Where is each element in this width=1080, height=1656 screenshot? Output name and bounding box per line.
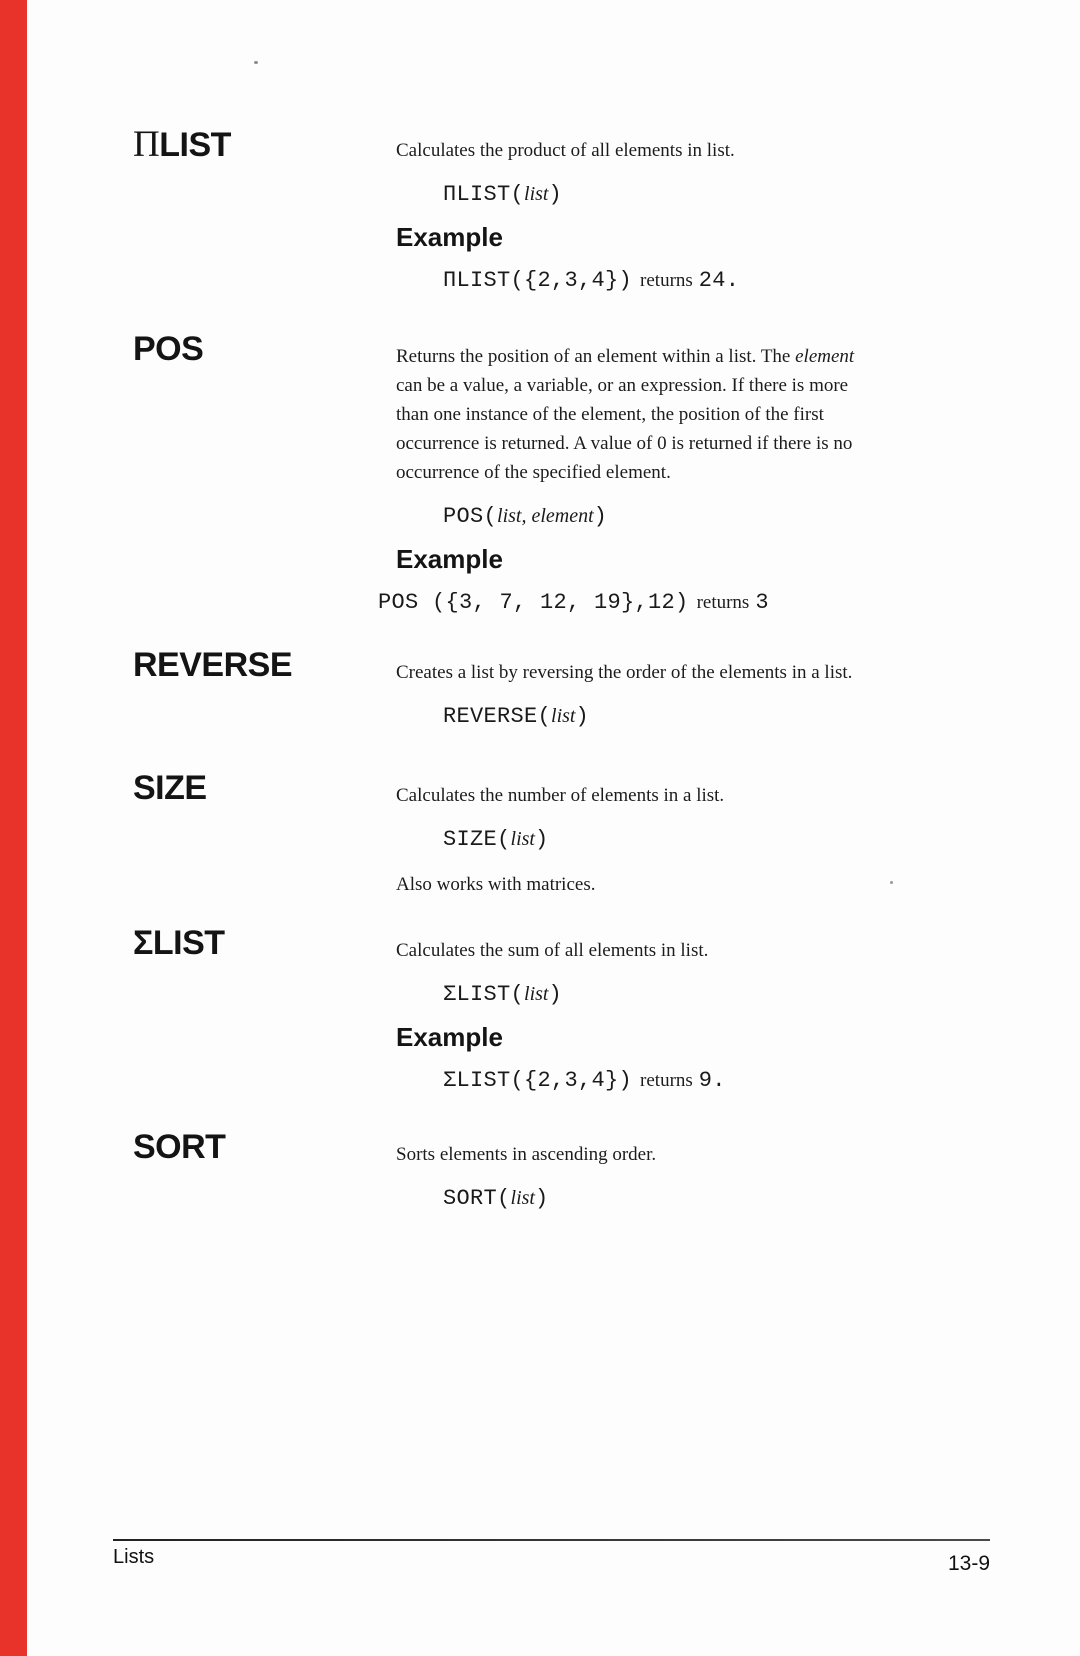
footer-page-number: 13-9 — [947, 1552, 990, 1575]
pi-symbol: Π — [133, 124, 160, 165]
section-heading-size — [133, 771, 207, 805]
example-heading: Example — [396, 222, 503, 252]
description-italic-term: element — [795, 346, 855, 367]
description-text: can be a value, a variable, or an expression. If there is more — [396, 375, 849, 396]
red-edge-stripe — [0, 0, 27, 1656]
example-code: ΣLIST({2,3,4}) — [443, 1068, 633, 1093]
syntax-arg: element — [531, 505, 594, 527]
syntax-fn: ΠLIST( — [443, 182, 525, 207]
section-description: Calculates the sum of all elements in list. — [396, 940, 709, 961]
example-result: 3 — [755, 590, 769, 615]
syntax-close: ) — [575, 704, 589, 729]
section-description: Calculates the number of elements in a list. — [396, 785, 725, 806]
section-heading-reverse — [133, 648, 292, 682]
section-description — [396, 342, 1016, 487]
section-description: Calculates the product of all elements in list. — [396, 140, 735, 161]
example-returns-text: returns — [640, 270, 693, 291]
syntax-close: ) — [548, 982, 562, 1007]
syntax-line — [443, 1184, 1016, 1214]
syntax-close: ) — [548, 182, 562, 207]
description-text: occurrence of the specified element. — [396, 462, 671, 483]
syntax-arg: list — [524, 183, 549, 205]
section-description: Sorts elements in ascending order. — [396, 1144, 657, 1165]
syntax-arg: list — [510, 828, 535, 850]
syntax-fn: SIZE( — [443, 827, 511, 852]
example-code: ΠLIST({2,3,4}) — [443, 268, 633, 293]
section-heading-label: SIZE — [133, 769, 207, 807]
syntax-fn: REVERSE( — [443, 704, 552, 729]
description-text: occurrence is returned. A value of 0 is returned if there is no — [396, 433, 853, 454]
footer-section-label: Lists — [113, 1546, 155, 1568]
syntax-fn: POS( — [443, 504, 498, 529]
example-heading: Example — [396, 544, 503, 574]
example-result: 24. — [698, 268, 740, 293]
syntax-arg: list — [510, 1187, 535, 1209]
example-code: POS ({3, 7, 12, 19},12) — [378, 590, 689, 615]
syntax-line — [443, 180, 1016, 210]
syntax-separator: , — [521, 505, 532, 527]
syntax-line — [443, 702, 1016, 732]
syntax-fn: ΣLIST( — [443, 982, 525, 1007]
scan-speck — [254, 61, 258, 64]
section-heading-pilist — [133, 126, 231, 163]
section-note: Also works with matrices. — [396, 874, 596, 895]
example-line — [443, 1066, 1016, 1096]
syntax-fn: SORT( — [443, 1186, 511, 1211]
example-result: 9. — [698, 1068, 726, 1093]
syntax-close: ) — [593, 504, 608, 529]
example-returns-text: returns — [696, 592, 750, 613]
sigma-symbol: Σ — [133, 924, 153, 962]
description-text: Returns the position of an element within a list. The — [396, 346, 796, 367]
syntax-arg: list — [524, 983, 549, 1005]
example-heading: Example — [396, 1022, 503, 1052]
example-returns-text: returns — [640, 1070, 693, 1091]
section-heading-sort — [133, 1130, 225, 1164]
section-description: Creates a list by reversing the order of the elements in a list. — [396, 662, 853, 683]
syntax-line — [443, 502, 1016, 532]
syntax-close: ) — [534, 1186, 549, 1211]
example-line — [443, 266, 1016, 296]
syntax-arg: list — [551, 705, 576, 727]
section-heading-label: SORT — [133, 1128, 226, 1166]
section-heading-sigmalist — [133, 926, 225, 960]
syntax-arg: list — [497, 505, 522, 527]
section-heading-label: LIST — [159, 126, 231, 164]
syntax-line — [443, 825, 1016, 855]
description-text: than one instance of the element, the position of the first — [396, 404, 824, 425]
example-line — [378, 588, 1016, 618]
syntax-line — [443, 980, 1016, 1010]
footer-divider — [113, 1539, 990, 1541]
section-heading-label: POS — [133, 330, 204, 368]
section-heading-label: LIST — [152, 924, 225, 962]
syntax-close: ) — [534, 827, 549, 852]
section-heading-label: REVERSE — [133, 646, 292, 684]
section-heading-pos — [133, 332, 203, 366]
